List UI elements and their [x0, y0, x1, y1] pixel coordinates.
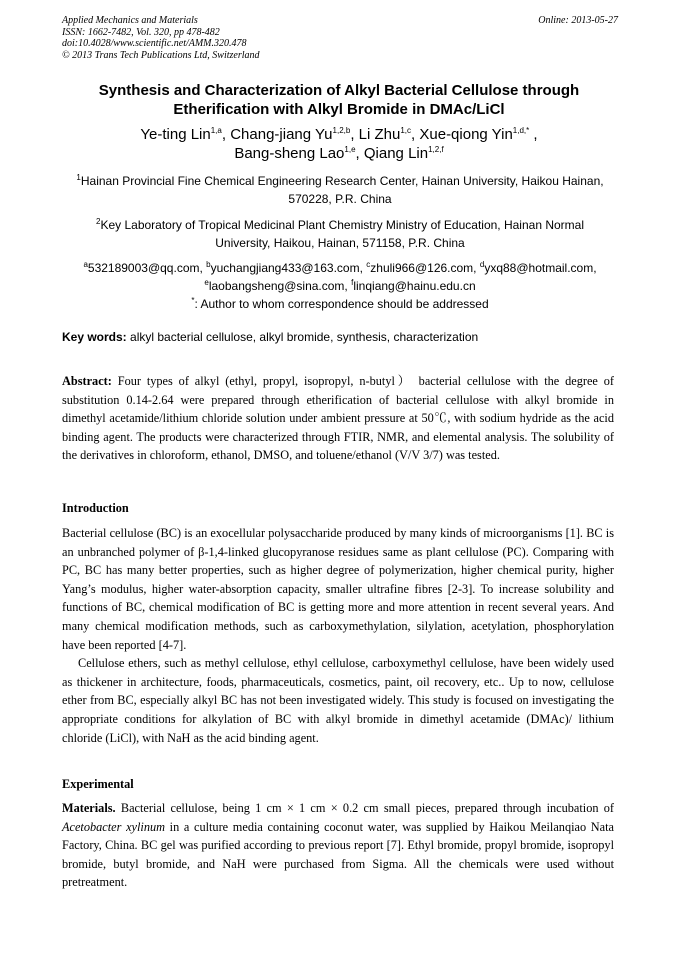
author-name: Li Zhu [358, 126, 401, 143]
keywords-label: Key words: [62, 330, 127, 344]
email-list: $^a$532189003@qq.com, $^b$yuchangjiang433@163.com, $^c$zhuli966@126.com, $^d$yxq88@hotmail.com, $^e$laobangsheng@sina.com, $^f$linqiang@hainu.edu.cn *: Author to whom correspondence should be addressed [62, 259, 618, 313]
author-name: Ye-ting Lin [140, 126, 211, 143]
journal-issn: ISSN: 1662-7482, Vol. 320, pp 478-482 [62, 26, 220, 38]
keywords-text: alkyl bacterial cellulose, alkyl bromide, synthesis, characterization [126, 330, 479, 344]
author-sup: 1,2,f [428, 145, 444, 154]
aff-sup: 1 [76, 173, 81, 182]
affiliation-1 [62, 172, 618, 208]
email-d: yxq88@hotmail.com, [484, 261, 597, 275]
paper-title [40, 81, 638, 119]
introduction-body [62, 524, 614, 747]
aff-text: Key Laboratory of Tropical Medicinal Plant Chemistry Ministry of Education, Hainan Normal [100, 218, 584, 232]
abstract-text: Four types of alkyl (ethyl, propyl, isopropyl, n-butyl） bacterial cellulose with the degree of substitution 0.14-2.64 were prepared through etherification of bacterial cellulose with alkyl bromide in dimethyl acetamide/lithium chloride solution under ambient pressure at 50℃, with sodium hydride as the acid binding agent. The products were characterized through FTIR, NMR, and elemental analysis. The solubility of the derivatives in chloroform, ethanol, DMSO, and toluene/ethanol (V/V 3/7) was tested. [62, 374, 614, 463]
author-line-1: Ye-ting Lin$^{1,a}$, Chang-jiang Yu$^{1,2,b}$, Li Zhu$^{1,c}$, Xue-qiong Yin$^{1,d,*}$ , [140, 126, 538, 143]
abstract [62, 372, 614, 465]
intro-paragraph-2: Cellulose ethers, such as methyl cellulose, ethyl cellulose, carboxymethyl cellulose, have been widely used as thickener in architecture, foods, pharmaceuticals, cosmetics, paint, oil recovery, etc.. Up to now, cellulose ether from BC, especially alkyl BC has not been investigated widely. This study is focused on investigating the appropriate conditions for alkylation of BC with alkyl bromide in dimethyl acetamide (DMAc)/ lithium chloride (LiCl), with NaH as the acid binding agent. [62, 656, 614, 745]
author-line-2: Bang-sheng Lao$^{1,e}$, Qiang Lin$^{1,2,f}$ [234, 145, 444, 162]
email-e: laobangsheng@sina.com, [208, 279, 348, 293]
species-name: Acetobacter xylinum [62, 819, 165, 834]
email-f: linqiang@hainu.edu.cn [353, 279, 476, 293]
author-name: Qiang Lin [363, 145, 429, 162]
materials-paragraph: Materials. Bacterial cellulose, being 1 cm × 1 cm × 0.2 cm small pieces, prepared through incubation of Acetobacter xylinum in a culture media containing coconut water, was supplied by Haikou Meilanqiao Nata Factory, China. BC gel was purified according to previous report [7]. Ethyl bromide, propyl bromide, isopropyl bromide, butyl bromide, and NaH were purchased from Sigma. All the chemicals were used without pretreatment. [62, 801, 614, 890]
aff-text: Hainan Provincial Fine Chemical Engineering Research Center, Hainan University, Haikou Hainan, [80, 174, 604, 188]
email-a: 532189003@qq.com, [87, 261, 203, 275]
author-name: Xue-qiong Yin [419, 126, 513, 143]
experimental-heading: Experimental [62, 777, 134, 791]
title-line-1: Synthesis and Characterization of Alkyl Bacterial Cellulose through [98, 82, 580, 99]
introduction-heading: Introduction [62, 501, 129, 515]
author-sup: 1,2,b [332, 126, 351, 135]
journal-copyright: © 2013 Trans Tech Publications Ltd, Switzerland [62, 49, 260, 61]
journal-name: Applied Mechanics and Materials [62, 15, 198, 26]
abstract-label: Abstract: [62, 374, 112, 388]
intro-paragraph-1: Bacterial cellulose (BC) is an exocellular polysaccharide produced by many kinds of microorganisms [1]. BC is an unbranched polymer of β-1,4-linked glucopyranose residues same as plant cellulose (PC). Comparing with PC, BC has many better properties, such as higher degree of polymerization, higher chemical purity, higher Yang’s modulus, higher water-absorption capacity, smaller ultrafine fibres [2-3]. To increase solubility and functions of BC, chemical modification of BC is getting more and more attention in recent several years. And many chemical modification methods, such as carboxymethylation, silylation, acetylation, phosphorylation have been reported [4-7]. [62, 526, 614, 652]
author-name: Chang-jiang Yu [230, 126, 333, 143]
journal-header [62, 15, 618, 61]
keywords [62, 328, 618, 346]
email-c: zhuli966@126.com, [370, 261, 477, 275]
online-date: Online: 2013-05-27 [538, 15, 618, 26]
author-sup: 1,a [210, 126, 222, 135]
author-sup: 1,d,* [512, 126, 530, 135]
affiliation-2 [62, 216, 618, 252]
corresponding-note: *: Author to whom correspondence should be addressed [191, 296, 489, 311]
aff-sup: 2 [96, 217, 101, 226]
journal-doi: doi:10.4028/www.scientific.net/AMM.320.478 [62, 38, 247, 49]
aff-text: University, Haikou, Hainan, 571158, P.R. China [215, 236, 465, 250]
author-sup: 1,c [400, 126, 412, 135]
title-line-2: Etherification with Alkyl Bromide in DMAc/LiCl [173, 101, 505, 118]
author-list [40, 125, 638, 163]
email-b: yuchangjiang433@163.com, [210, 261, 363, 275]
materials-label: Materials. [62, 801, 116, 815]
author-name: Bang-sheng Lao [234, 145, 345, 162]
author-sup: 1,e [344, 145, 356, 154]
aff-text: 570228, P.R. China [288, 192, 392, 206]
